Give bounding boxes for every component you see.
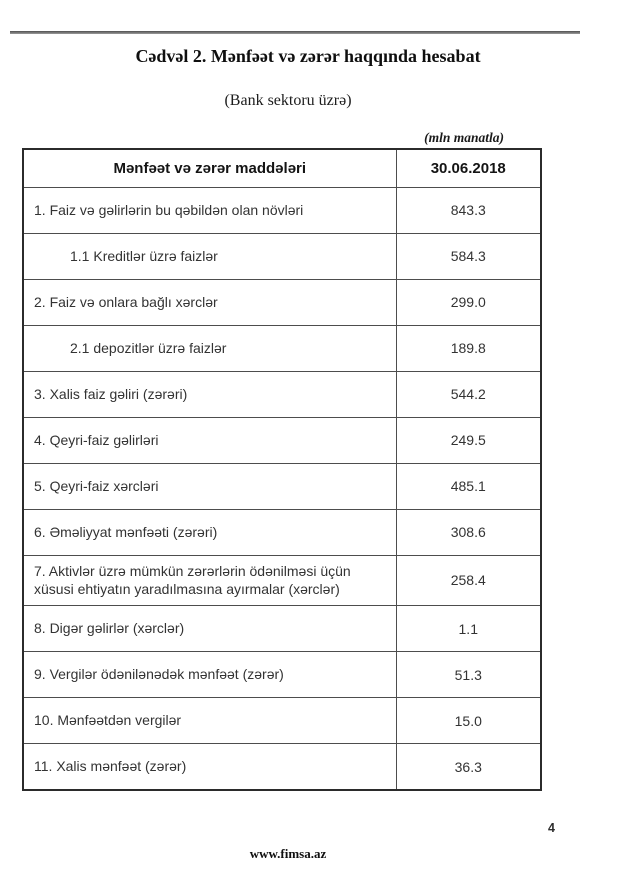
row-value: 15.0 xyxy=(396,698,541,744)
row-value: 843.3 xyxy=(396,187,541,233)
row-value: 299.0 xyxy=(396,279,541,325)
page-subtitle: (Bank sektoru üzrə) xyxy=(224,92,352,109)
table-row xyxy=(23,187,541,233)
table-header-date: 30.06.2018 xyxy=(396,149,541,187)
row-value: 36.3 xyxy=(396,744,541,790)
row-value: 1.1 xyxy=(396,606,541,652)
row-value: 308.6 xyxy=(396,509,541,555)
row-value: 189.8 xyxy=(396,325,541,371)
row-label: 7. Aktivlər üzrə mümkün zərərlərin ödənilməsi üçün xüsusi ehtiyatın yaradılmasına ayırmalar (xərclər) xyxy=(23,555,396,606)
table-header xyxy=(23,149,541,187)
row-label: 11. Xalis mənfəət (zərər) xyxy=(23,744,396,790)
row-label: 1. Faiz və gəlirlərin bu qəbildən olan növləri xyxy=(23,187,396,233)
row-label: 9. Vergilər ödənilənədək mənfəət (zərər) xyxy=(23,652,396,698)
row-label: 4. Qeyri-faiz gəlirləri xyxy=(23,417,396,463)
row-value: 249.5 xyxy=(396,417,541,463)
page-number: 4 xyxy=(548,821,555,835)
row-label: 2. Faiz və onlara bağlı xərclər xyxy=(23,279,396,325)
table-row xyxy=(23,233,541,279)
table-row xyxy=(23,509,541,555)
row-label: 6. Əməliyyat mənfəəti (zərəri) xyxy=(23,509,396,555)
row-label: 10. Mənfəətdən vergilər xyxy=(23,698,396,744)
profit-loss-table xyxy=(22,148,542,791)
row-value: 544.2 xyxy=(396,371,541,417)
row-value: 485.1 xyxy=(396,463,541,509)
table-row xyxy=(23,463,541,509)
unit-note: (mln manatla) xyxy=(424,130,504,145)
table-row xyxy=(23,744,541,790)
table-row xyxy=(23,555,541,606)
table-header-row xyxy=(23,149,541,187)
row-value: 584.3 xyxy=(396,233,541,279)
table-header-items: Mənfəət və zərər maddələri xyxy=(23,149,396,187)
header-rule xyxy=(10,31,580,34)
table-row xyxy=(23,325,541,371)
table-row xyxy=(23,279,541,325)
table-row xyxy=(23,371,541,417)
row-label: 8. Digər gəlirlər (xərclər) xyxy=(23,606,396,652)
row-value: 51.3 xyxy=(396,652,541,698)
row-label: 2.1 depozitlər üzrə faizlər xyxy=(23,325,396,371)
row-value: 258.4 xyxy=(396,555,541,606)
table-row xyxy=(23,606,541,652)
row-label: 5. Qeyri-faiz xərcləri xyxy=(23,463,396,509)
table-row xyxy=(23,652,541,698)
row-label: 3. Xalis faiz gəliri (zərəri) xyxy=(23,371,396,417)
table-row xyxy=(23,417,541,463)
page-title: Cədvəl 2. Mənfəət və zərər haqqında hesabat xyxy=(135,46,481,66)
row-label: 1.1 Kreditlər üzrə faizlər xyxy=(23,233,396,279)
table-row xyxy=(23,698,541,744)
table-body xyxy=(23,187,541,790)
footer-url: www.fimsa.az xyxy=(249,846,327,861)
